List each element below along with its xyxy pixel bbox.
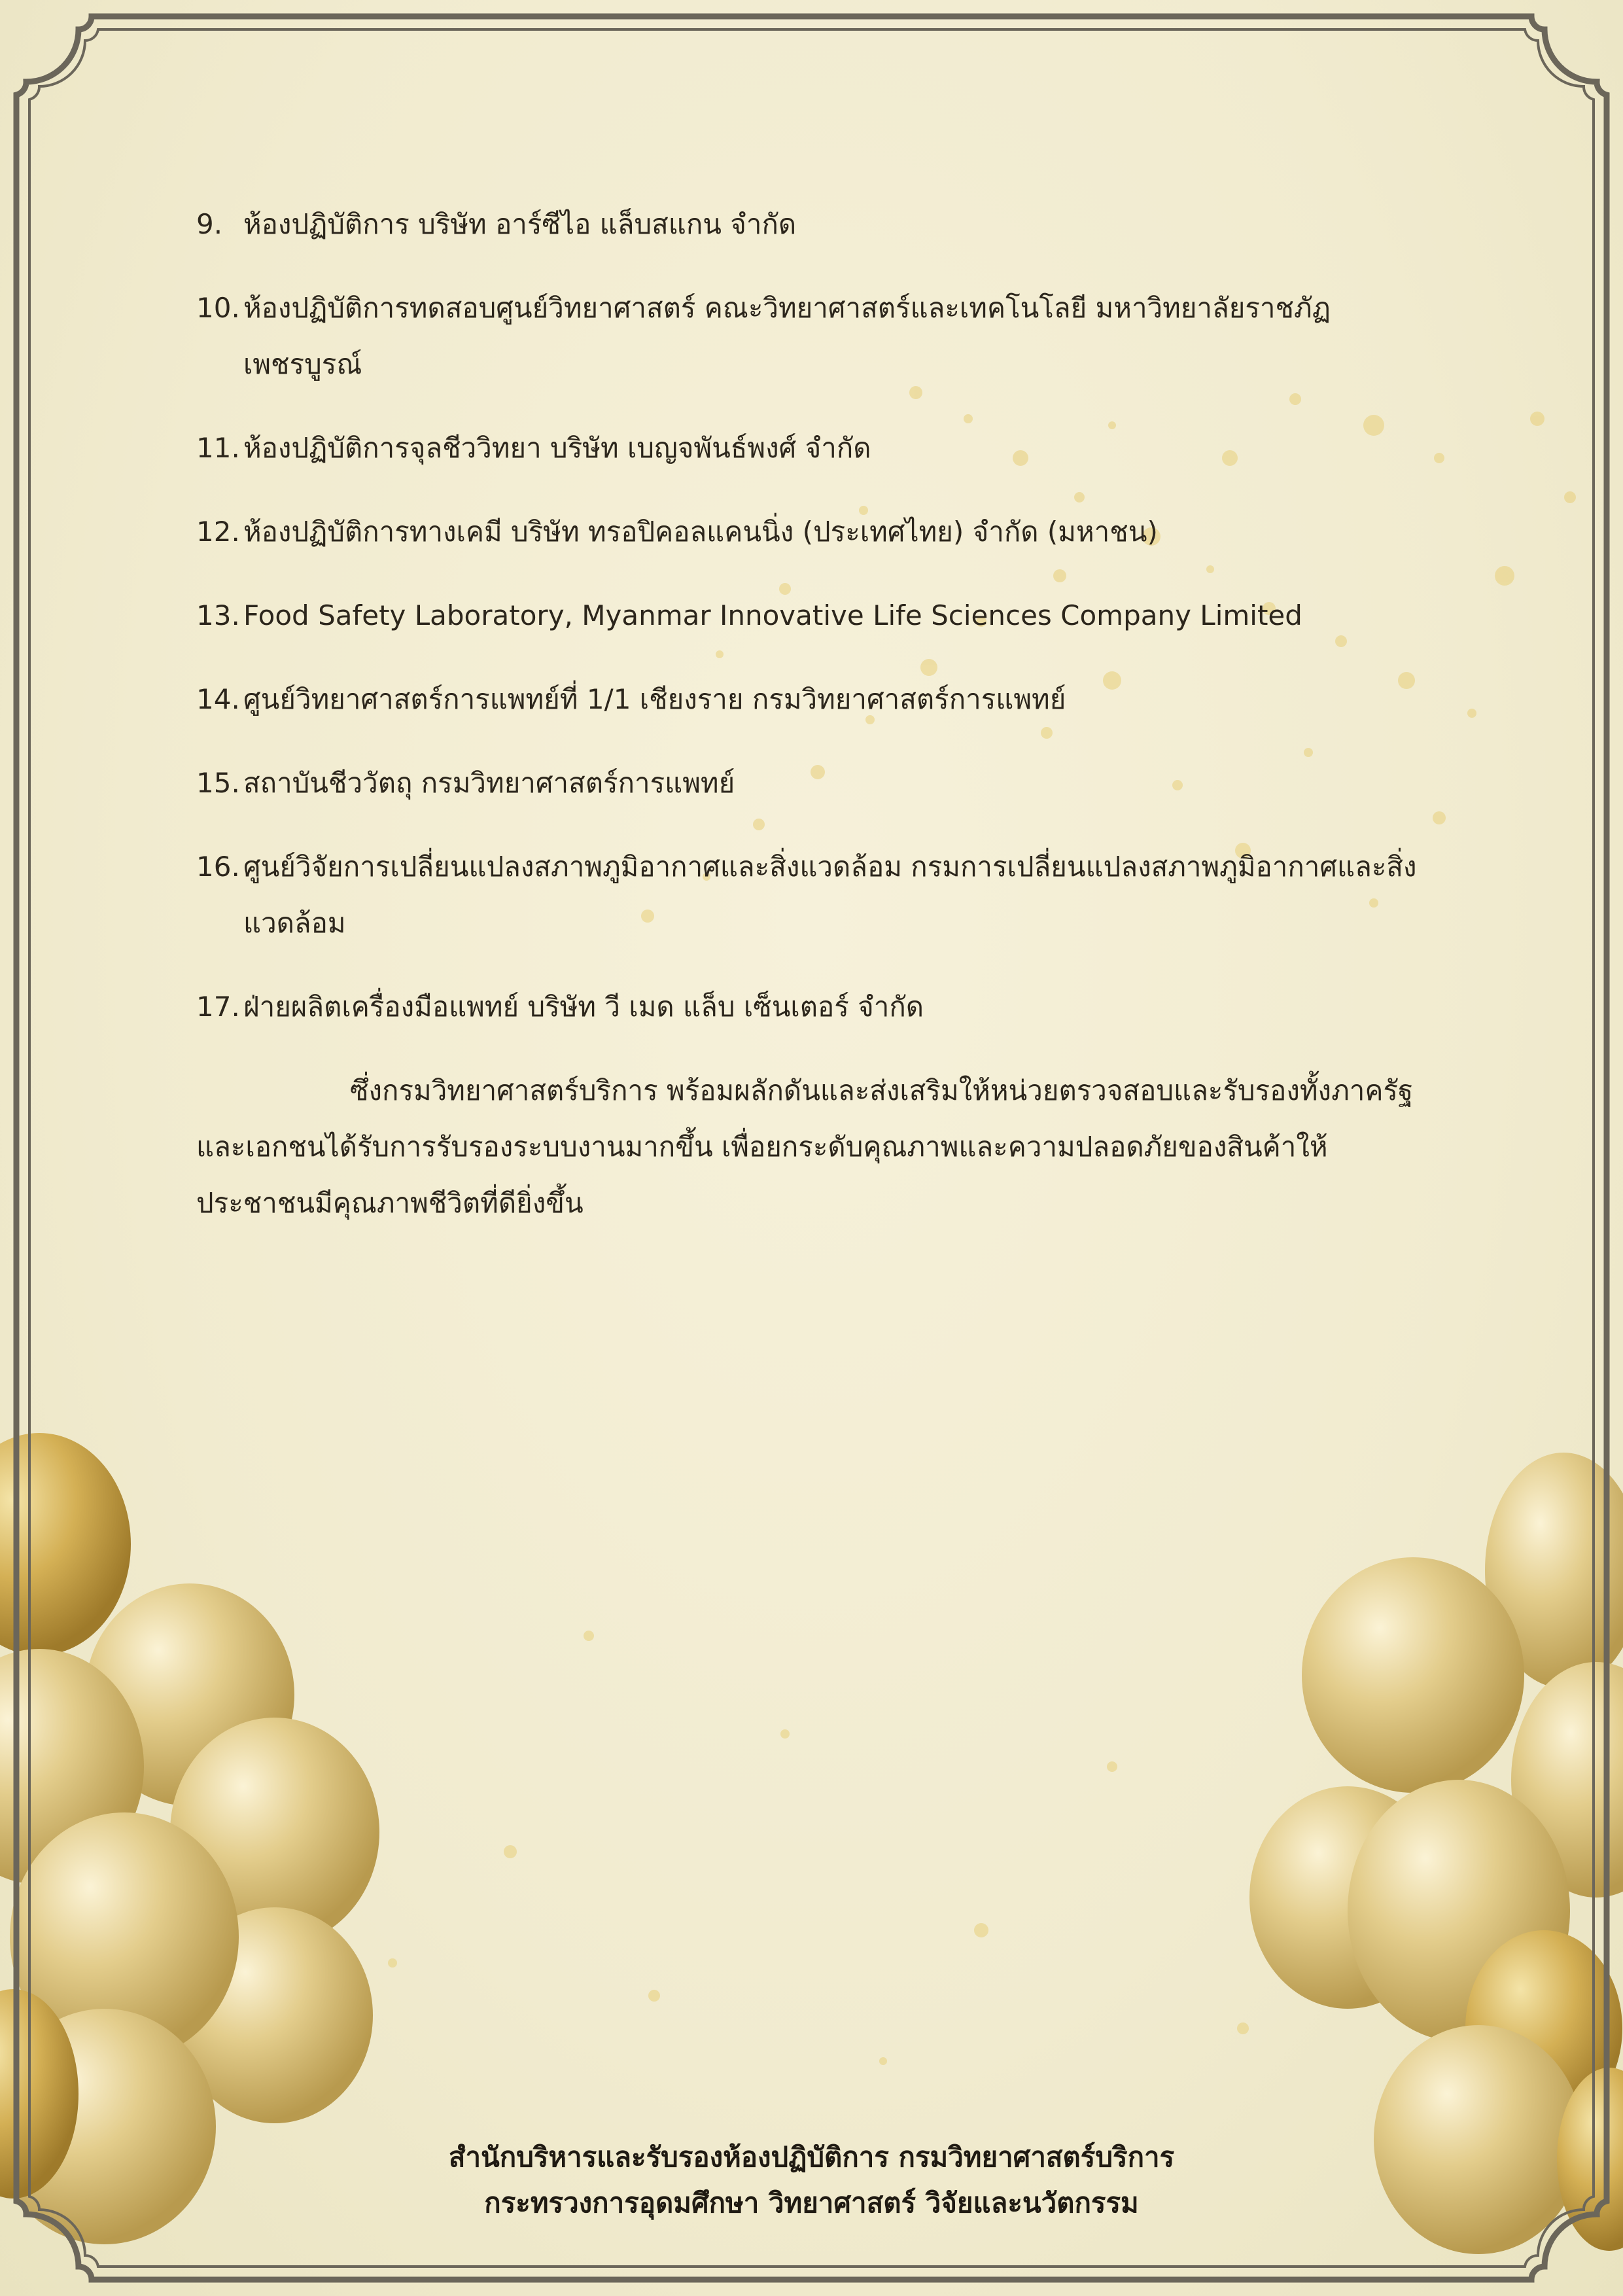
list-item-number: 14.: [196, 683, 240, 715]
footer-line-department: สำนักบริหารและรับรองห้องปฏิบัติการ กรมวิทยาศาสตร์บริการ: [448, 2141, 1175, 2173]
list-item-text: ศูนย์วิจัยการเปลี่ยนแปลงสภาพภูมิอากาศและสิ่งแวดล้อม กรมการเปลี่ยนแปลงสภาพภูมิอากาศและสิ่งแวดล้อม: [243, 851, 1417, 939]
list-item-number: 12.: [196, 516, 240, 548]
footer-organization: [0, 2134, 1623, 2226]
list-item: [196, 588, 1426, 644]
closing-paragraph: ซึ่งกรมวิทยาศาสตร์บริการ พร้อมผลักดันและส่งเสริมให้หน่วยตรวจสอบและรับรองทั้งภาครัฐและเอกชนได้รับการรับรองระบบงานมากขึ้น เพื่อยกระดับคุณภาพและความปลอดภัยของสินค้าให้ประชาชนมีคุณภาพชีวิตที่ดียิ่งขึ้น: [196, 1074, 1414, 1219]
list-item-number: 10.: [196, 292, 240, 324]
list-item-number: 9.: [196, 208, 223, 240]
list-item-number: 11.: [196, 432, 240, 464]
document-body: [196, 196, 1426, 1259]
list-item-number: 13.: [196, 599, 240, 631]
list-item: [196, 196, 1426, 253]
list-item-text: ฝ่ายผลิตเครื่องมือแพทย์ บริษัท วี เมด แล็บ เซ็นเตอร์ จำกัด: [243, 991, 924, 1023]
list-item: [196, 280, 1426, 393]
list-item-text: สถาบันชีววัตถุ กรมวิทยาศาสตร์การแพทย์: [243, 767, 735, 799]
list-item-number: 16.: [196, 851, 240, 883]
list-item-number: 15.: [196, 767, 240, 799]
list-item: [196, 839, 1426, 951]
list-item-text: ห้องปฏิบัติการจุลชีววิทยา บริษัท เบญจพันธ์พงศ์ จำกัด: [243, 432, 871, 464]
list-item: [196, 755, 1426, 811]
list-item: [196, 671, 1426, 728]
list-item-text: ห้องปฏิบัติการ บริษัท อาร์ซีไอ แล็บสแกน จำกัด: [243, 208, 797, 240]
footer-line-ministry: กระทรวงการอุดมศึกษา วิทยาศาสตร์ วิจัยและนวัตกรรม: [484, 2187, 1139, 2219]
list-item-text: Food Safety Laboratory, Myanmar Innovative Life Sciences Company Limited: [243, 599, 1302, 631]
list-item-text: ศูนย์วิทยาศาสตร์การแพทย์ที่ 1/1 เชียงราย กรมวิทยาศาสตร์การแพทย์: [243, 683, 1066, 715]
list-item-text: ห้องปฏิบัติการทางเคมี บริษัท ทรอปิคอลแคนนิ่ง (ประเทศไทย) จำกัด (มหาชน): [243, 516, 1158, 548]
list-item: [196, 420, 1426, 476]
list-item: [196, 979, 1426, 1035]
list-item-text: ห้องปฏิบัติการทดสอบศูนย์วิทยาศาสตร์ คณะวิทยาศาสตร์และเทคโนโลยี มหาวิทยาลัยราชภัฏเพชรบูรณ์: [243, 292, 1331, 380]
list-item: [196, 504, 1426, 560]
list-item-number: 17.: [196, 991, 240, 1023]
